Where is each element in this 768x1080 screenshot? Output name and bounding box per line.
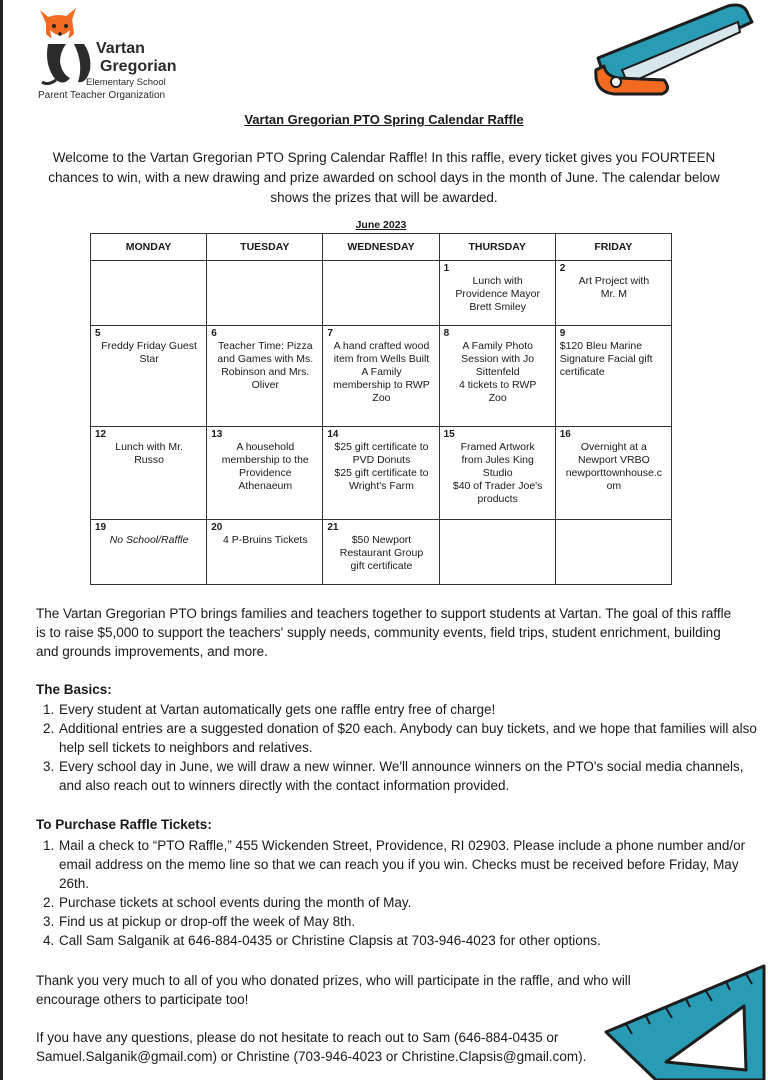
list-item: 3. Every school day in June, we will draw a new winner. We'll announce winners on the PTO's social media channels, and also reach out to winners directly with the contact information provided.	[58, 757, 760, 795]
prize-text: $120 Bleu Marine Signature Facial gift certificate	[559, 340, 653, 378]
thanks-paragraph: Thank you very much to all of you who donated prizes, who will participate in the raffle, and who will encourage others to participate too!	[36, 973, 631, 1007]
prize-text: Framed Artwork from Jules King Studio $40 of Trader Joe's products	[452, 441, 543, 505]
calendar-caption: June 2023	[355, 219, 407, 231]
calendar-cell	[555, 326, 671, 427]
day-header-thursday: THURSDAY	[439, 234, 555, 261]
calendar-cell	[555, 427, 671, 520]
calendar-week-row	[91, 261, 672, 326]
logo-text-gregorian: Gregorian	[100, 58, 177, 75]
day-number: 9	[559, 328, 566, 339]
day-number: 21	[327, 522, 339, 533]
day-header-monday: MONDAY	[91, 234, 207, 261]
day-number: 20	[211, 522, 223, 533]
day-number: 16	[559, 429, 571, 440]
logo-text-school: Elementary School	[86, 77, 166, 88]
day-number: 14	[327, 429, 339, 440]
purchase-list	[36, 836, 760, 950]
calendar-cell	[323, 520, 439, 585]
day-header-tuesday: TUESDAY	[207, 234, 323, 261]
prize-text: Lunch with Providence Mayor Brett Smiley	[455, 275, 540, 313]
calendar-cell	[439, 427, 555, 520]
prize-text: $50 Newport Restaurant Group gift certificate	[339, 534, 424, 572]
day-number: 6	[211, 328, 217, 339]
prize-text: A hand crafted wood item from Wells Built A Family membership to RWP Zoo	[333, 340, 430, 404]
triangle-ruler-icon	[596, 952, 768, 1080]
list-item: 2. Purchase tickets at school events during the month of May.	[58, 893, 760, 912]
list-item: 3. Find us at pickup or drop-off the week of May 8th.	[58, 912, 760, 931]
day-number: 1	[443, 263, 450, 274]
calendar-cell	[91, 261, 207, 326]
day-header-wednesday: WEDNESDAY	[323, 234, 439, 261]
prize-text: $25 gift certificate to PVD Donuts $25 gift certificate to Wright's Farm	[334, 441, 429, 492]
prize-calendar	[90, 233, 672, 585]
calendar-week-row	[91, 520, 672, 585]
prize-text: Art Project with Mr. M	[578, 275, 650, 300]
page-left-border	[0, 0, 3, 1080]
intro-paragraph: Welcome to the Vartan Gregorian PTO Spring Calendar Raffle! In this raffle, every ticket gives you FOURTEEN chances to win, with a new drawing and prize awarded on school days in the month of June. The calendar below shows the prizes that will be awarded.	[48, 150, 720, 205]
calendar-cell	[91, 326, 207, 427]
calendar-cell	[323, 427, 439, 520]
prize-text: Lunch with Mr. Russo	[115, 441, 183, 466]
prize-text: A Family Photo Session with Jo Sittenfeld 4 tickets to RWP Zoo	[458, 340, 537, 404]
calendar-cell	[207, 261, 323, 326]
calendar-cell	[323, 326, 439, 427]
prize-text: A household membership to the Providence Athenaeum	[221, 441, 309, 492]
basics-heading: The Basics:	[36, 682, 112, 697]
list-item: 1. Every student at Vartan automatically gets one raffle entry free of charge!	[58, 700, 760, 719]
calendar-cell	[207, 520, 323, 585]
prize-text: Teacher Time: Pizza and Games with Ms. Robinson and Mrs. Oliver	[217, 340, 314, 391]
day-number: 15	[443, 429, 455, 440]
logo-text-vartan: Vartan	[96, 40, 145, 57]
day-number: 19	[95, 522, 107, 533]
calendar-week-row	[91, 326, 672, 427]
list-item: 1. Mail a check to “PTO Raffle,” 455 Wickenden Street, Providence, RI 02903. Please include a phone number and/or email address on the memo line so that we can reach you if you win. Checks must be received before Friday, May 26th.	[58, 836, 760, 893]
day-number: 12	[95, 429, 107, 440]
mission-paragraph: The Vartan Gregorian PTO brings families and teachers together to support students at Vartan. The goal of this raffle is to raise $5,000 to support the teachers' supply needs, community events, field trips, student enrichment, building and grounds improvements, and more.	[36, 606, 732, 659]
calendar-cell	[555, 520, 671, 585]
day-number: 2	[559, 263, 566, 274]
calendar-cell	[439, 326, 555, 427]
list-item: 2. Additional entries are a suggested donation of $20 each. Anybody can buy tickets, and we hope that families will also help sell tickets to neighbors and relatives.	[58, 719, 760, 757]
calendar-week-row	[91, 427, 672, 520]
prize-text: Overnight at a Newport VRBO newporttownhouse.c om	[565, 441, 663, 492]
calendar-cell	[439, 261, 555, 326]
calendar-cell	[207, 326, 323, 427]
day-header-friday: FRIDAY	[555, 234, 671, 261]
prize-text: Freddy Friday Guest Star	[101, 340, 197, 365]
page-title: Vartan Gregorian PTO Spring Calendar Raffle	[244, 112, 524, 127]
contact-paragraph: If you have any questions, please do not hesitate to reach out to Sam (646-884-0435 or Samuel.Salganik@gmail.com) or Christine (703-946-4023 or Christine.Clapsis@gmail.com).	[36, 1030, 587, 1064]
day-number: 8	[443, 328, 450, 339]
calendar-cell	[207, 427, 323, 520]
day-number: 5	[95, 328, 101, 339]
stapler-icon	[588, 0, 768, 110]
list-item: 4. Call Sam Salganik at 646-884-0435 or Christine Clapsis at 703-946-4023 for other options.	[58, 931, 760, 950]
calendar-header-row	[91, 234, 672, 261]
calendar-cell	[555, 261, 671, 326]
day-number: 13	[211, 429, 223, 440]
calendar-cell	[91, 520, 207, 585]
logo-text-pto: Parent Teacher Organization	[38, 90, 166, 101]
calendar-cell	[439, 520, 555, 585]
prize-text: No School/Raffle	[109, 534, 189, 546]
calendar-cell	[323, 261, 439, 326]
basics-list	[36, 700, 760, 795]
prize-text: 4 P-Bruins Tickets	[222, 534, 308, 546]
purchase-heading: To Purchase Raffle Tickets:	[36, 817, 212, 832]
calendar-cell	[91, 427, 207, 520]
day-number: 7	[327, 328, 333, 339]
pto-logo	[34, 4, 184, 104]
